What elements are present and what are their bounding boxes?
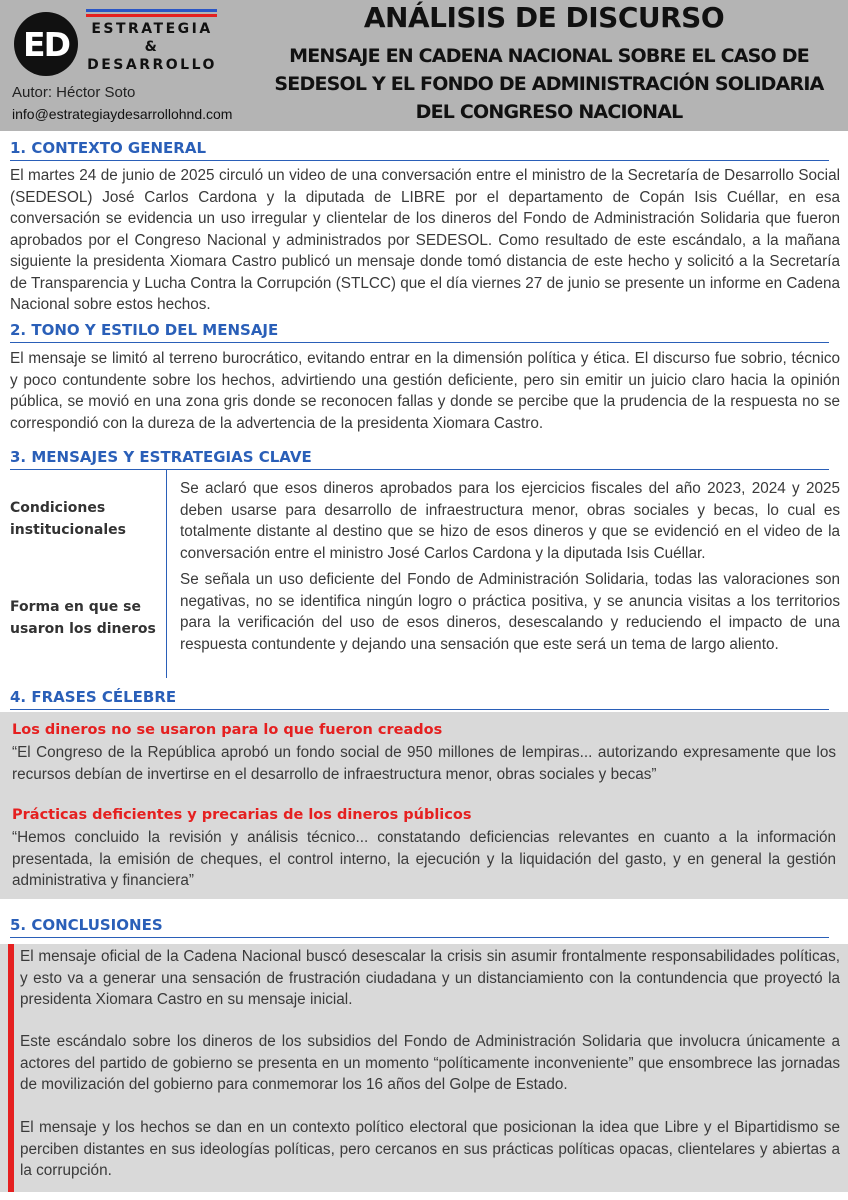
section-text-context: El martes 24 de junio de 2025 circuló un video de una conversación entre el ministro de la Secretaría de Desarrollo Social (SEDESOL) José Carlos Cardona y la diputada de LIBRE por el departamento de Copán Isis Cuéllar, en esa conversación se evidencia un uso irregular y clientelar de los dineros del Fondo de Administración Solidaria que fueron aprobados por el Congreso Nacional y administrados por SEDESOL. Como resultado de este escándalo, a la mañana siguiente la presidenta Xiomara Castro publicó un mensaje donde tomó distancia de este hecho y solicitó a la Secretaría de Transparencia y Lucha Contra la Corrupción (STLCC) que el día viernes 27 de junio se presente un informe en Cadena Nacional sobre estos hechos. bbox=[10, 167, 840, 313]
logo-stripe-blue bbox=[86, 9, 217, 12]
section-divider bbox=[10, 937, 829, 938]
strategy-label-line: usaron los dineros bbox=[10, 621, 156, 637]
strategy-label-line: Condiciones bbox=[10, 500, 106, 516]
logo-line-1: ESTRATEGIA bbox=[91, 21, 213, 37]
section-divider bbox=[10, 709, 829, 710]
logo-stripe-red bbox=[86, 14, 217, 17]
section-heading-context: 1. CONTEXTO GENERAL bbox=[10, 139, 206, 157]
section-divider bbox=[10, 342, 829, 343]
author: Autor: Héctor Soto bbox=[12, 84, 136, 101]
logo-stripes bbox=[86, 9, 217, 17]
section-divider bbox=[10, 469, 829, 470]
subtitle-line-3: DEL CONGRESO NACIONAL bbox=[415, 101, 683, 123]
strategy-text-institutional: Se aclaró que esos dineros aprobados para los ejercicios fiscales del año 2023, 2024 y 2025 deben usarse para desarrollo de infraestructura menor, obras sociales y becas, lo cual es totalmente distante al destino que se hizo de esos dineros y que se evidenció en el video de la conversación entre el ministro José Carlos Cardona y la diputada Isis Cuéllar. bbox=[180, 480, 840, 562]
conclusion-paragraph: El mensaje y los hechos se dan en un contexto político electoral que posicionan la idea que Libre y el Bipartidismo se perciben distantes en sus ideologías políticas, pero cercanos en sus prácticas políticas opacas, clientelares y abiertas a la corrupción. bbox=[20, 1119, 840, 1179]
logo-initials: ED bbox=[23, 24, 69, 64]
quote-title: Los dineros no se usaron para lo que fueron creados bbox=[12, 722, 443, 738]
subtitle-line-1: MENSAJE EN CADENA NACIONAL SOBRE EL CASO DE bbox=[289, 45, 809, 67]
logo-wordmark bbox=[82, 20, 222, 74]
page-title: ANÁLISIS DE DISCURSO bbox=[363, 1, 725, 34]
quote-text: “El Congreso de la República aprobó un fondo social de 950 millones de lempiras... autorizando expresamente que los recursos debían de invertirse en el desarrollo de infraestructura menor, obras sociales y becas” bbox=[12, 744, 836, 783]
header-band bbox=[0, 0, 848, 131]
logo-line-2: & bbox=[144, 39, 160, 55]
logo-line-3: DESARROLLO bbox=[87, 57, 217, 73]
section-heading-quotes: 4. FRASES CÉLEBRE bbox=[10, 688, 177, 706]
subtitle-line-2: SEDESOL Y EL FONDO DE ADMINISTRACIÓN SOLIDARIA bbox=[274, 73, 824, 95]
strategy-label-institutional bbox=[10, 497, 170, 541]
strategy-label-usage bbox=[10, 596, 170, 640]
page-subtitle bbox=[256, 42, 842, 126]
conclusion-paragraph: El mensaje oficial de la Cadena Nacional buscó desescalar la crisis sin asumir frontalmente responsabilidades políticas, y esto va a generar una sensación de frustración ciudadana y un distanciamiento con la contundencia que proyectó la presidenta Xiomara Castro en su mensaje inicial. bbox=[20, 948, 840, 1008]
contact-email: info@estrategiaydesarrollohnd.com bbox=[12, 106, 233, 122]
section-heading-tone: 2. TONO Y ESTILO DEL MENSAJE bbox=[10, 321, 279, 339]
strategy-label-line: Forma en que se bbox=[10, 599, 141, 615]
section-divider bbox=[10, 160, 829, 161]
section-text-tone: El mensaje se limitó al terreno burocrático, evitando entrar en la dimensión política y ética. El discurso fue sobrio, técnico y poco contundente sobre los hechos, advirtiendo una gestión deficiente, pero sin emitir un juicio claro hacia la opinión pública, se movió en una zona gris donde se reconocen fallas y donde se percibe que la prudencia de la respuesta no se correspondió con la dureza de la advertencia de la presidenta Xiomara Castro. bbox=[10, 350, 840, 432]
quote-title: Prácticas deficientes y precarias de los dineros públicos bbox=[12, 807, 472, 823]
logo-mark bbox=[14, 12, 78, 76]
section-heading-messages: 3. MENSAJES Y ESTRATEGIAS CLAVE bbox=[10, 448, 312, 466]
strategy-label-line: institucionales bbox=[10, 522, 127, 538]
strategy-text-usage: Se señala un uso deficiente del Fondo de Administración Solidaria, todas las valoraciones son negativas, no se identifica ningún logro o práctica positiva, y se anuncia visitas a los territorios para la verificación del uso de esos dineros, desescalando y reduciendo el impacto de una respuesta contundente y dejando una sensación que este será un tema de largo aliento. bbox=[180, 571, 840, 653]
conclusion-paragraph: Este escándalo sobre los dineros de los subsidios del Fondo de Administración Solidaria que involucra únicamente a actores del partido de gobierno se presenta en un momento “políticamente inconveniente” que ensombrece las jornadas de movilización del gobierno para conmemorar los 16 años del Golpe de Estado. bbox=[20, 1033, 840, 1093]
conclusions-accent-bar bbox=[8, 944, 14, 1192]
quote-text: “Hemos concluido la revisión y análisis técnico... constatando deficiencias relevantes en cuanto a la información presentada, la emisión de cheques, el control interno, la ejecución y la liquidación del gasto, y en general la gestión administrativa y financiera” bbox=[12, 829, 836, 889]
section-heading-conclusions: 5. CONCLUSIONES bbox=[10, 916, 163, 934]
